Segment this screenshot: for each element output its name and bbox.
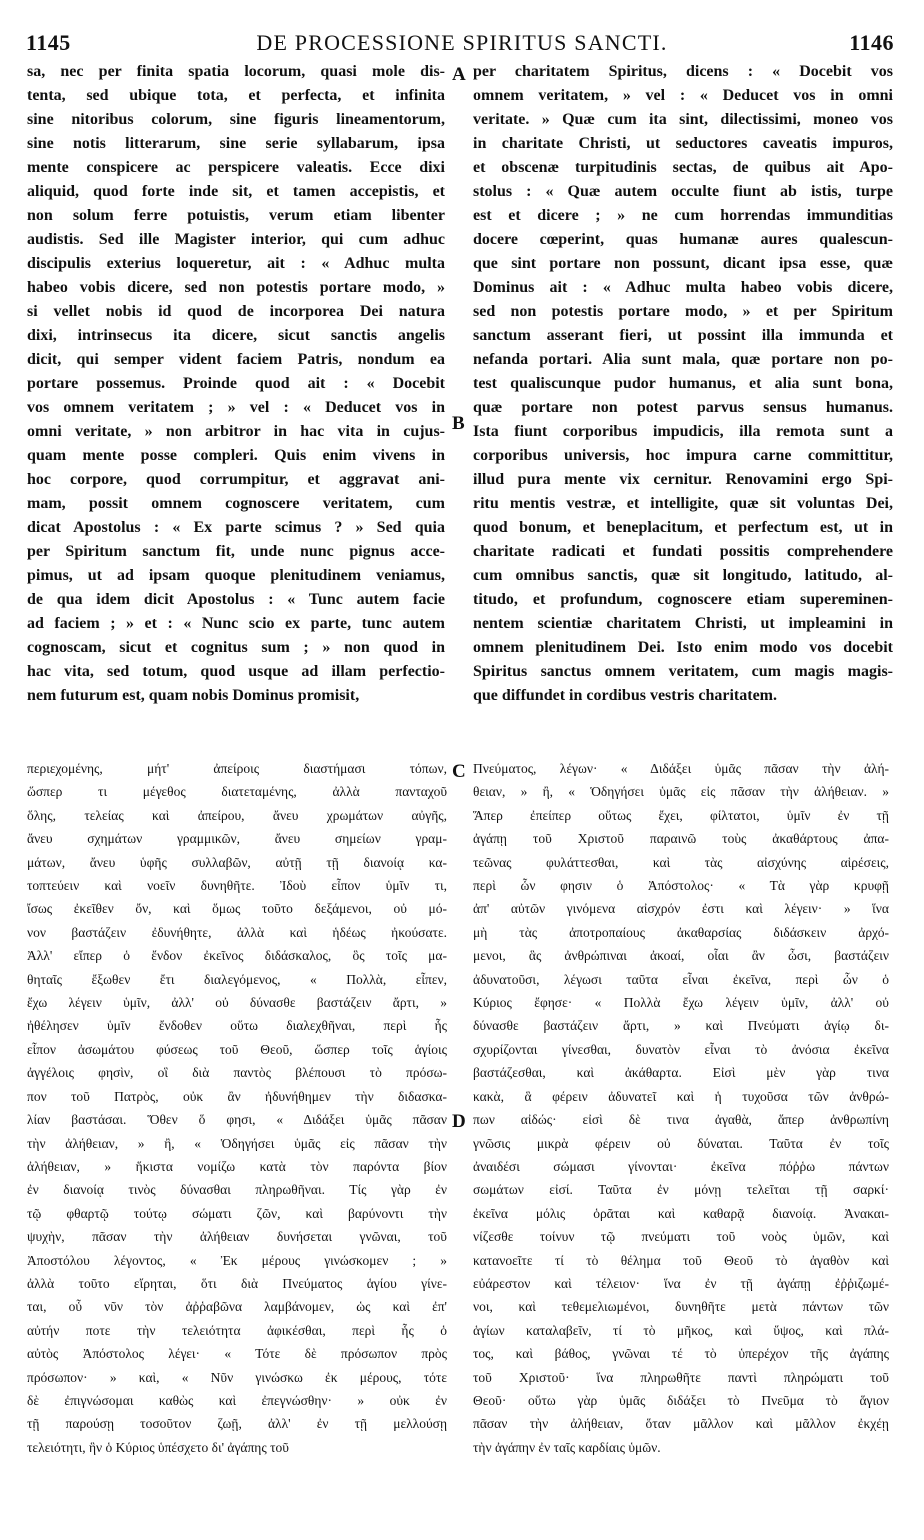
text-line: τεῶνας φυλάττεσθαι, καὶ τὰς αἰσχύνης αἱρέσεις,	[473, 854, 889, 870]
text-line: γνῶσις μικρὰ φέρειν οὐ δύναται. Ταῦτα ἐν τοῖς	[473, 1135, 889, 1151]
text-line: nentem scientiæ charitatem Christi, ut impleamini in	[473, 615, 893, 632]
text-line: de qua idem dicit Apostolus : « Tunc autem facie	[27, 591, 445, 608]
text-line: πᾶσαν τὴν ἀλήθειαν, ὅταν μᾶλλον καὶ μᾶλλον ἐκχέῃ	[473, 1416, 889, 1432]
text-line: θειαν, » ἢ, « Ὁδηγήσει ὑμᾶς εἰς πᾶσαν τὴν ἀλήθειαν. »	[473, 784, 889, 800]
text-line: omni veritate, » non arbitror in hac vita in cujus-	[27, 423, 445, 440]
text-line: Θεοῦ· οὕτω γὰρ ὑμᾶς διδάξει τὸ Πνεῦμα τὸ ἅγιον	[473, 1392, 889, 1408]
text-line: ἀδυνατοῦσι, λέγωσι ταῦτα εἶναι ἐκεῖνα, περὶ ὧν ὁ	[473, 971, 889, 987]
text-line: si vellet nobis id quod de incorporea Dei natura	[27, 303, 445, 320]
text-line: ται, οὗ νῦν τὸν ἀῤῥαβῶνα λαμβάνομεν, ὡς καὶ ἐπ'	[27, 1299, 447, 1315]
text-line: αὐτὸς Ἀπόστολος λέγει· « Τότε δὲ πρόσωπον πρὸς	[27, 1346, 447, 1362]
text-line: vos omnem veritatem ; » vel : « Deducet vos in	[27, 399, 445, 416]
text-line: τὴν ἀλήθειαν, » ἢ, « Ὁδηγήσει ὑμᾶς εἰς πᾶσαν τὴν	[27, 1135, 447, 1151]
text-line: ἁγίων καταλαβεῖν, τί τὸ μῆκος, καὶ ὕψος, καὶ πλά-	[473, 1322, 889, 1338]
text-line: cognoscam, sicut et cognitus sum ; » non quod in	[27, 639, 445, 656]
text-line: sine notis litterarum, sine serie syllabarum, ipsa	[27, 135, 445, 152]
text-line: mente conspicere ac perspicere valeatis. Ecce dixi	[27, 159, 445, 176]
text-line: τοῦ Χριστοῦ· ἵνα πληρωθῆτε παντὶ πληρώματι τοῦ	[473, 1369, 889, 1385]
text-line: portare possemus. Proinde quod ait : « Docebit	[27, 375, 445, 392]
text-line: μάτων, ἄνευ ὑφῆς συλλαβῶν, αὐτῇ τῇ διανοίᾳ κα-	[27, 854, 447, 870]
text-line: per Spiritum sanctum fit, unde nunc pignus acce-	[27, 543, 445, 560]
text-line: πρόσωπον· » καὶ, « Νῦν γινώσκω ἐκ μέρους, τότε	[27, 1369, 447, 1385]
text-line: τελειότητι, ἣν ὁ Κύριος ὑπέσχετο δι' ἀγάπης τοῦ	[27, 1439, 289, 1455]
text-line: audistis. Sed ille Magister interior, qui cum adhuc	[27, 231, 445, 248]
text-line: corporibus universis, hoc impura carne committitur,	[473, 447, 893, 464]
text-line: τῷ φθαρτῷ τούτῳ σώματι ζῶν, καὶ βαρύνοντι τὴν	[27, 1205, 447, 1221]
text-line: νοι, καὶ τεθεμελιωμένοι, δυνηθῆτε μετὰ πάντων τῶν	[473, 1299, 889, 1315]
text-line: βαστάζεσθαι, καὶ ἀκάθαρτα. Εἰσὶ μὲν γὰρ τινα	[473, 1065, 889, 1081]
text-line: quod bonum, et beneplacitum, et perfectum est, ut in	[473, 519, 893, 536]
text-line: nefanda portari. Alia sunt mala, quæ portare non po-	[473, 351, 893, 368]
text-line: dicat Apostolus : « Ex parte scimus ? » Sed quia	[27, 519, 445, 536]
text-line: ἐν διανοίᾳ τινὸς δύνασθαι πληρωθῆναι. Τίς γὰρ ἐν	[27, 1182, 447, 1198]
text-line: quam mente posse compleri. Quis enim vivens in	[27, 447, 445, 464]
page-number-left: 1145	[26, 30, 71, 55]
text-line: μὴ τὰς ἀποτροπαίους ἀκαθαρσίας διδάσκειν ἀρχό-	[473, 924, 889, 940]
text-line: illud pura mente vix cernitur. Renovamini ergo Spi-	[473, 471, 893, 488]
text-line: aliquid, quod forte inde sit, et tamen accepistis, et	[27, 183, 445, 200]
text-line: λίαν βαστάσαι. Ὅθεν ὅ φησι, « Διδάξει ὑμᾶς πᾶσαν	[27, 1112, 447, 1128]
text-line: ἐκεῖνα μόλις ὁρᾶται καὶ καθαρᾷ διανοίᾳ. Ἀνακαι-	[473, 1205, 889, 1221]
text-line: charitate radicati et fundati possitis comprehendere	[473, 543, 893, 560]
text-line: ἀλήθειαν, » ἥκιστα νομίζω κατὰ τὸν παρόντα βίον	[27, 1158, 447, 1174]
text-line: sine nitoribus colorum, sine figuris lineamentorum,	[27, 111, 445, 128]
text-line: omnem plenitudinem Dei. Isto enim modo vos docebit	[473, 639, 893, 656]
text-line: que diffundet in cordibus vestris charitatem.	[473, 687, 777, 704]
text-line: Dominus ait : « Adhuc multa habeo vobis dicere,	[473, 279, 893, 296]
text-line: sa, nec per finita spatia locorum, quasi mole dis-	[27, 63, 445, 80]
text-line: ὅλης, τελείας καὶ ἀπείρου, ἄνευ χρωμάτων αὐγῆς,	[27, 807, 447, 823]
text-line: hoc corpore, quod corrumpitur, et aggravat ani-	[27, 471, 445, 488]
text-line: δύνασθε βαστάζειν ἄρτι, » καὶ Πνεύματι ἁγίῳ δι-	[473, 1018, 889, 1034]
text-line: ἄνευ σχημάτων γραμμικῶν, ἄνευ σημείων γραμ-	[27, 831, 447, 847]
page-number-right: 1146	[849, 30, 894, 55]
text-line: ἀγάπῃ τοῦ Χριστοῦ παραινῶ τοὺς ἀκαθάρτους ἀπα-	[473, 831, 889, 847]
text-line: δὲ ἐπιγνώσομαι καθὼς καὶ ἐπεγνώσθην· » οὐκ ἐν	[27, 1392, 447, 1408]
running-title: DE PROCESSIONE SPIRITUS SANCTI.	[256, 30, 668, 55]
text-line: titudo, et profundum, cognoscere etiam supereminen-	[473, 591, 893, 608]
section-marker-b: B	[452, 413, 465, 434]
text-line: κατανοεῖτε τί τὸ θέλημα τοῦ Θεοῦ τὸ ἀγαθὸν καὶ	[473, 1252, 889, 1268]
text-line: πον τοῦ Πατρὸς, οὐκ ἂν ἠδυνήθημεν τὴν διδασκα-	[27, 1088, 447, 1104]
text-line: θηταῖς ἔξωθεν ἔτι διαλεγόμενος, « Πολλὰ, εἶπεν,	[27, 971, 447, 987]
text-line: Ἀποστόλου λέγοντος, « Ἐκ μέρους γινώσκομεν ; »	[27, 1252, 447, 1268]
text-line: omnem veritatem, » vel : « Deducet vos in omni	[473, 87, 893, 104]
text-line: ad faciem ; » et : « Nunc scio ex parte, tunc autem	[27, 615, 445, 632]
text-line: τῇ παρούσῃ τοσοῦτον ζωῇ, ἀλλ' ἐν τῇ μελλούσῃ	[27, 1416, 447, 1432]
text-line: περὶ ὧν φησιν ὁ Ἀπόστολος· « Τὰ γὰρ κρυφῇ	[473, 878, 889, 894]
greek-column-right	[473, 757, 889, 1459]
text-line: ritu mentis vestræ, et intelligite, quæ sit voluntas Dei,	[473, 495, 893, 512]
text-line: per charitatem Spiritus, dicens : « Docebit vos	[473, 63, 893, 80]
text-line: habeo vobis dicere, sed non potestis portare modo, »	[27, 279, 445, 296]
text-line: dixi, intrinsecus ita dicere, sicut sanctis angelis	[27, 327, 445, 344]
section-marker-a: A	[452, 64, 466, 85]
text-line: μενοι, ἃς ἀνθρώπιναι ἀκοαί, οἷαι ἂν ὦσι, βαστάζειν	[473, 948, 889, 964]
text-line: quæ portare non potest parvus sensus humanus.	[473, 399, 893, 416]
text-line: σωμάτων εἰσί. Ταῦτα ἐν μόνῃ τελεῖται τῇ σαρκί·	[473, 1182, 889, 1198]
section-marker-c: C	[452, 761, 466, 782]
section-marker-d: D	[452, 1111, 466, 1132]
text-line: sed non potestis portare modo, » et per Spiritum	[473, 303, 893, 320]
text-line: non solum ferre potuistis, verum etiam libenter	[27, 207, 445, 224]
text-line: tenta, sed ubique tota, et perfecta, et infinita	[27, 87, 445, 104]
text-line: ψυχὴν, πᾶσαν τὴν ἀλήθειαν δυνήσεται γνῶναι, τοῦ	[27, 1229, 447, 1245]
text-line: Ἅπερ ἐπείπερ οὕτως ἔχει, φίλτατοι, ὑμῖν ἐν τῇ	[473, 807, 889, 823]
text-line: τος, καὶ βάθος, γνῶναι τέ τὸ ὑπερέχον τῆς ἀγάπης	[473, 1346, 889, 1362]
text-line: ἀναιδέσι σώμασι γίνονται· ἐκεῖνα πόῤῥω πάντων	[473, 1158, 889, 1174]
latin-column-left	[27, 60, 445, 708]
text-line: hac vita, sed totum, quod usque ad illam perfectio-	[27, 663, 445, 680]
text-line: αὐτήν ποτε τὴν τελειότητα ἀφικέσθαι, περὶ ἧς ὁ	[27, 1322, 447, 1338]
text-line: τοπτεύειν καὶ νοεῖν δυνηθῆτε. Ἰδοὺ εἶπον ὑμῖν τι,	[27, 878, 447, 894]
text-line: ἔχω λέγειν ὑμῖν, ἀλλ' οὐ δύνασθε βαστάζειν ἄρτι, »	[27, 995, 447, 1011]
text-line: nem futurum est, quam nobis Dominus promisit,	[27, 687, 360, 704]
text-line: cum omnibus sanctis, quæ sit longitudo, latitudo, al-	[473, 567, 893, 584]
text-line: test qualiscunque pudor humanus, et alia sunt bona,	[473, 375, 893, 392]
text-line: πων αἰδώς· εἰσὶ δὲ τινα ἀγαθὰ, ἅπερ ἀνθρωπίνη	[473, 1112, 889, 1128]
text-line: περιεχομένης, μήτ' ἀπείροις διαστήμασι τόπων,	[27, 761, 447, 776]
text-line: ἀλλὰ τοῦτο εἴρηται, ὅτι διὰ Πνεύματος ἁγίου γίνε-	[27, 1275, 447, 1291]
text-line: stolus : « Quæ autem occulte fiunt ab istis, turpe	[473, 183, 893, 200]
text-line: ἀπ' αὐτῶν γινόμενα αἰσχρόν ἐστι καὶ λέγειν· » ἵνα	[473, 901, 889, 917]
latin-column-right	[473, 60, 893, 708]
text-line: νον βαστάζειν ἐδυνήθητε, ἀλλὰ καὶ ἡδέως ἠκούσατε.	[27, 924, 447, 940]
text-line: Spiritus sanctus omnem veritatem, cum magis magis-	[473, 663, 893, 680]
text-line: mam, possit omnem cognoscere veritatem, cum	[27, 495, 445, 512]
text-line: est et dicere ; » ne cum horrendas immunditias	[473, 207, 893, 224]
text-line: que sint portare non possunt, dicant ipsa esse, quæ	[473, 255, 893, 272]
text-line: Πνεύματος, λέγων· « Διδάξει ὑμᾶς πᾶσαν τὴν ἀλή-	[473, 761, 889, 776]
greek-column-left	[27, 757, 447, 1459]
text-line: dicit, qui semper vident faciem Patris, nondum ea	[27, 351, 445, 368]
text-line: et obscenæ turpitudinis sectas, de quibus ait Apo-	[473, 159, 893, 176]
text-line: νίζεσθε τοίνυν τῷ πνεύματι τοῦ νοὸς ὑμῶν, καὶ	[473, 1229, 889, 1245]
text-line: veritate. » Quæ cum ita sint, dilectissimi, moneo vos	[473, 111, 893, 128]
text-line: τὴν ἀγάπην ἐν ταῖς καρδίαις ὑμῶν.	[473, 1439, 661, 1455]
text-line: Ἀλλ' εἴπερ ὁ ἔνδον ἐκεῖνος διδάσκαλος, ὃς τοῖς μα-	[27, 948, 447, 964]
text-line: docere cœperint, quas humanæ aures qualescun-	[473, 231, 893, 248]
text-line: ἴσως ἐκεῖθεν ὄν, καὶ ὅμως τοῦτο δεξάμενοι, οὐ μό-	[27, 901, 447, 917]
text-line: σχυρίζονται γίνεσθαι, δυνατὸν εἶναι τὸ ἀνόσια ἐκεῖνα	[473, 1041, 889, 1057]
text-line: εἶπον ἀσωμάτου φύσεως τοῦ Θεοῦ, ὥσπερ τοῖς ἁγίοις	[27, 1041, 447, 1057]
text-line: discipulis exterius loqueretur, ait : « Adhuc multa	[27, 255, 445, 272]
text-line: Κύριος ἔφησε· « Πολλὰ ἔχω λέγειν ὑμῖν, ἀλλ' οὐ	[473, 995, 889, 1011]
text-line: ἀγγέλοις φησὶν, οἳ διὰ παντὸς βλέπουσι τὸ πρόσω-	[27, 1065, 447, 1081]
text-line: κακὰ, ἃ φέρειν ἀδυνατεῖ καὶ ἡ τυχοῦσα τῶν ἀνθρώ-	[473, 1088, 889, 1104]
text-line: εὐάρεστον καὶ τέλειον· ἵνα ἐν τῇ ἀγάπῃ ἐῤῥιζωμέ-	[473, 1275, 889, 1291]
text-line: Ista fiunt corporibus impudicis, illa remota sunt a	[473, 423, 893, 440]
text-line: ἠθέλησεν ὑμῖν ἔνδοθεν οὕτω διαλεχθῆναι, περὶ ἧς	[27, 1018, 447, 1034]
text-line: ὥσπερ τι μέγεθος διατεταμένης, ἀλλὰ πανταχοῦ	[27, 784, 447, 800]
text-line: pimus, ut ad ipsam quoque plenitudinem veniamus,	[27, 567, 445, 584]
text-line: sanctum asserant fieri, ut possint illa immunda et	[473, 327, 893, 344]
text-line: in charitate Christi, ut seductores caveatis impuros,	[473, 135, 893, 152]
